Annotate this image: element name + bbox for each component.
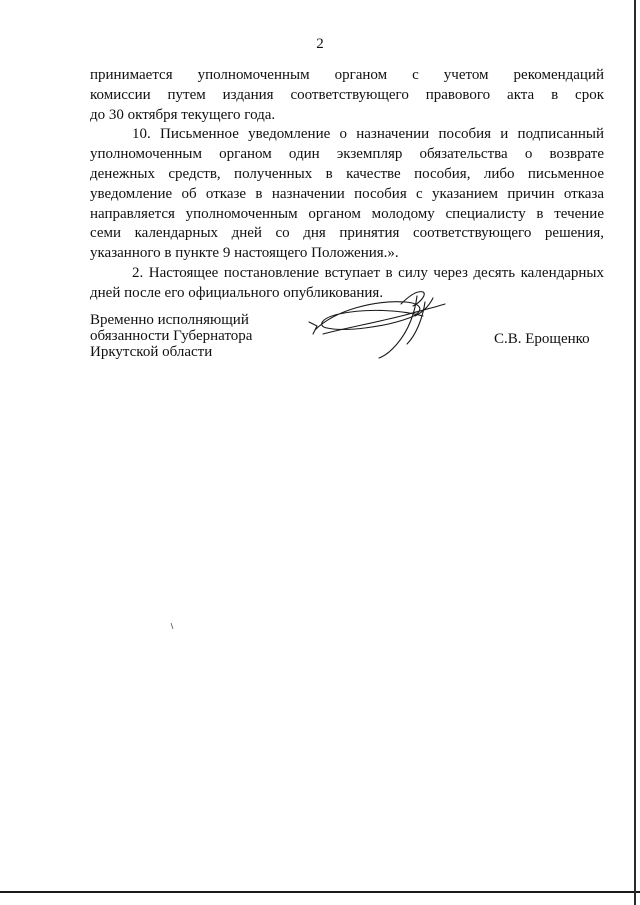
text-line: уведомление об отказе в назначении пособия с указанием причин отказа [90,185,604,202]
text-line: денежных средств, полученных в качестве пособия, либо письменное [90,165,604,182]
scan-speck [170,623,174,629]
paragraph-continuation [90,66,604,125]
page-bottom-edge [0,891,640,893]
text-line: дней после его официального опубликования. [90,284,384,301]
signatory-title-line: обязанности Губернатора [90,328,253,344]
document-body [90,66,604,304]
text-line: направляется уполномоченным органом молодому специалисту в течение [90,205,604,222]
text-line: уполномоченным органом один экземпляр обязательства о возврате [90,146,604,163]
text-line: 10. Письменное уведомление о назначении пособия и подписанный [132,126,604,143]
text-line: комиссии путем издания соответствующего правового акта в срок [90,86,604,103]
signatory-name: С.В. Ерощенко [494,331,590,347]
text-line: до 30 октября текущего года. [90,106,276,123]
handwritten-signature [305,282,460,362]
text-line: 2. Настоящее постановление вступает в силу через десять календарных [132,264,604,281]
signatory-title-line: Иркутской области [90,344,213,360]
signatory-title [90,312,310,360]
text-line: принимается уполномоченным органом с учетом рекомендаций [90,67,604,83]
text-line: семи календарных дней со дня принятия соответствующего решения, [90,225,604,242]
paragraph-item-10 [90,125,604,264]
signatory-title-line: Временно исполняющий [90,312,249,328]
page-number: 2 [316,36,324,52]
text-line: указанного в пункте 9 настоящего Положения.». [90,245,399,262]
page-right-edge [634,0,636,905]
